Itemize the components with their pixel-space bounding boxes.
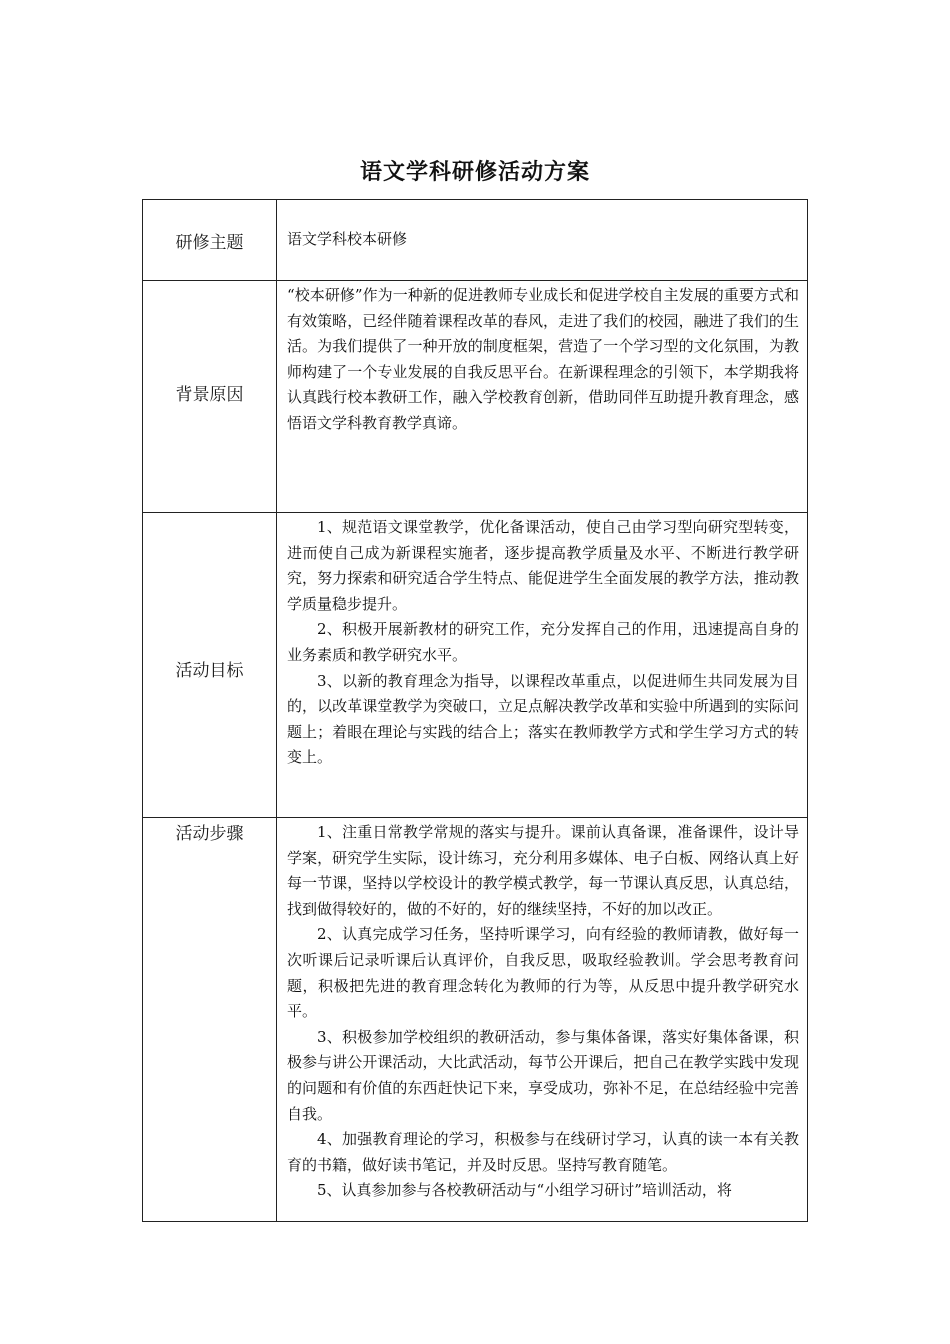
- table-row-goals: [143, 513, 808, 818]
- background-label: 背景原因: [143, 281, 277, 513]
- table-row-background: [143, 281, 808, 513]
- step-item: 3、积极参加学校组织的教研活动，参与集体备课，落实好集体备课，积极参与讲公开课活动，大比武活动，每节公开课后，把自己在教学实践中发现的问题和有价值的东西赶快记下来，享受成功，弥补不足，在总结经验中完善自我。: [287, 1027, 799, 1123]
- topic-label: 研修主题: [143, 200, 277, 281]
- step-item: 1、注重日常教学常规的落实与提升。课前认真备课，准备课件，设计导学案，研究学生实际，设计练习，充分利用多媒体、电子白板、网络认真上好每一节课，坚持以学校设计的教学模式教学，每一节课认真反思，认真总结，找到做得较好的，做的不好的，好的继续坚持，不好的加以改正。: [287, 823, 799, 918]
- plan-table: [142, 199, 808, 1222]
- goal-item: 1、规范语文课堂教学，优化备课活动，使自己由学习型向研究型转变，进而使自己成为新课程实施者，逐步提高教学质量及水平、不断进行教学研究，努力探索和研究适合学生特点、能促进学生全面发展的教学方法，推动教学质量稳步提升。: [287, 518, 799, 613]
- step-item: 5、认真参加参与各校教研活动与“小组学习研讨”培训活动，将: [317, 1181, 732, 1200]
- steps-content: [277, 818, 808, 1222]
- topic-content: 语文学科校本研修: [277, 200, 808, 281]
- step-item: 4、加强教育理论的学习，积极参与在线研讨学习，认真的读一本有关教育的书籍，做好读书笔记，并及时反思。坚持写教育随笔。: [287, 1130, 799, 1174]
- background-content: [277, 281, 808, 513]
- steps-label: 活动步骤: [143, 818, 277, 1222]
- table-row-steps: [143, 818, 808, 1222]
- background-paragraph: “校本研修”作为一种新的促进教师专业成长和促进学校自主发展的重要方式和有效策略，已经伴随着课程改革的春风，走进了我们的校园，融进了我们的生活。为我们提供了一种开放的制度框架，营造了一个学习型的文化氛围，为教师构建了一个专业发展的自我反思平台。在新课程理念的引领下，本学期我将认真践行校本教研工作，融入学校教育创新，借助同伴互助提升教育理念，感悟语文学科教育教学真谛。: [287, 286, 799, 432]
- goal-item: 3、以新的教育理念为指导，以课程改革重点，以促进师生共同发展为目的，以改革课堂教学为突破口，立足点解决教学改革和实验中所遇到的实际问题上；着眼在理论与实践的结合上；落实在教师教学方式和学生学习方式的转变上。: [287, 671, 799, 767]
- goals-content: [277, 513, 808, 818]
- goal-item: 2、积极开展新教材的研究工作，充分发挥自己的作用，迅速提高自身的业务素质和教学研究水平。: [287, 620, 799, 664]
- step-item: 2、认真完成学习任务，坚持听课学习，向有经验的教师请教，做好每一次听课后记录听课后认真评价，自我反思，吸取经验教训。学会思考教育问题，积极把先进的教育理念转化为教师的行为等，从反思中提升教学研究水平。: [287, 925, 799, 1021]
- table-row-topic: [143, 200, 808, 281]
- document-title: 语文学科研修活动方案: [359, 159, 590, 185]
- goals-label: 活动目标: [143, 513, 277, 818]
